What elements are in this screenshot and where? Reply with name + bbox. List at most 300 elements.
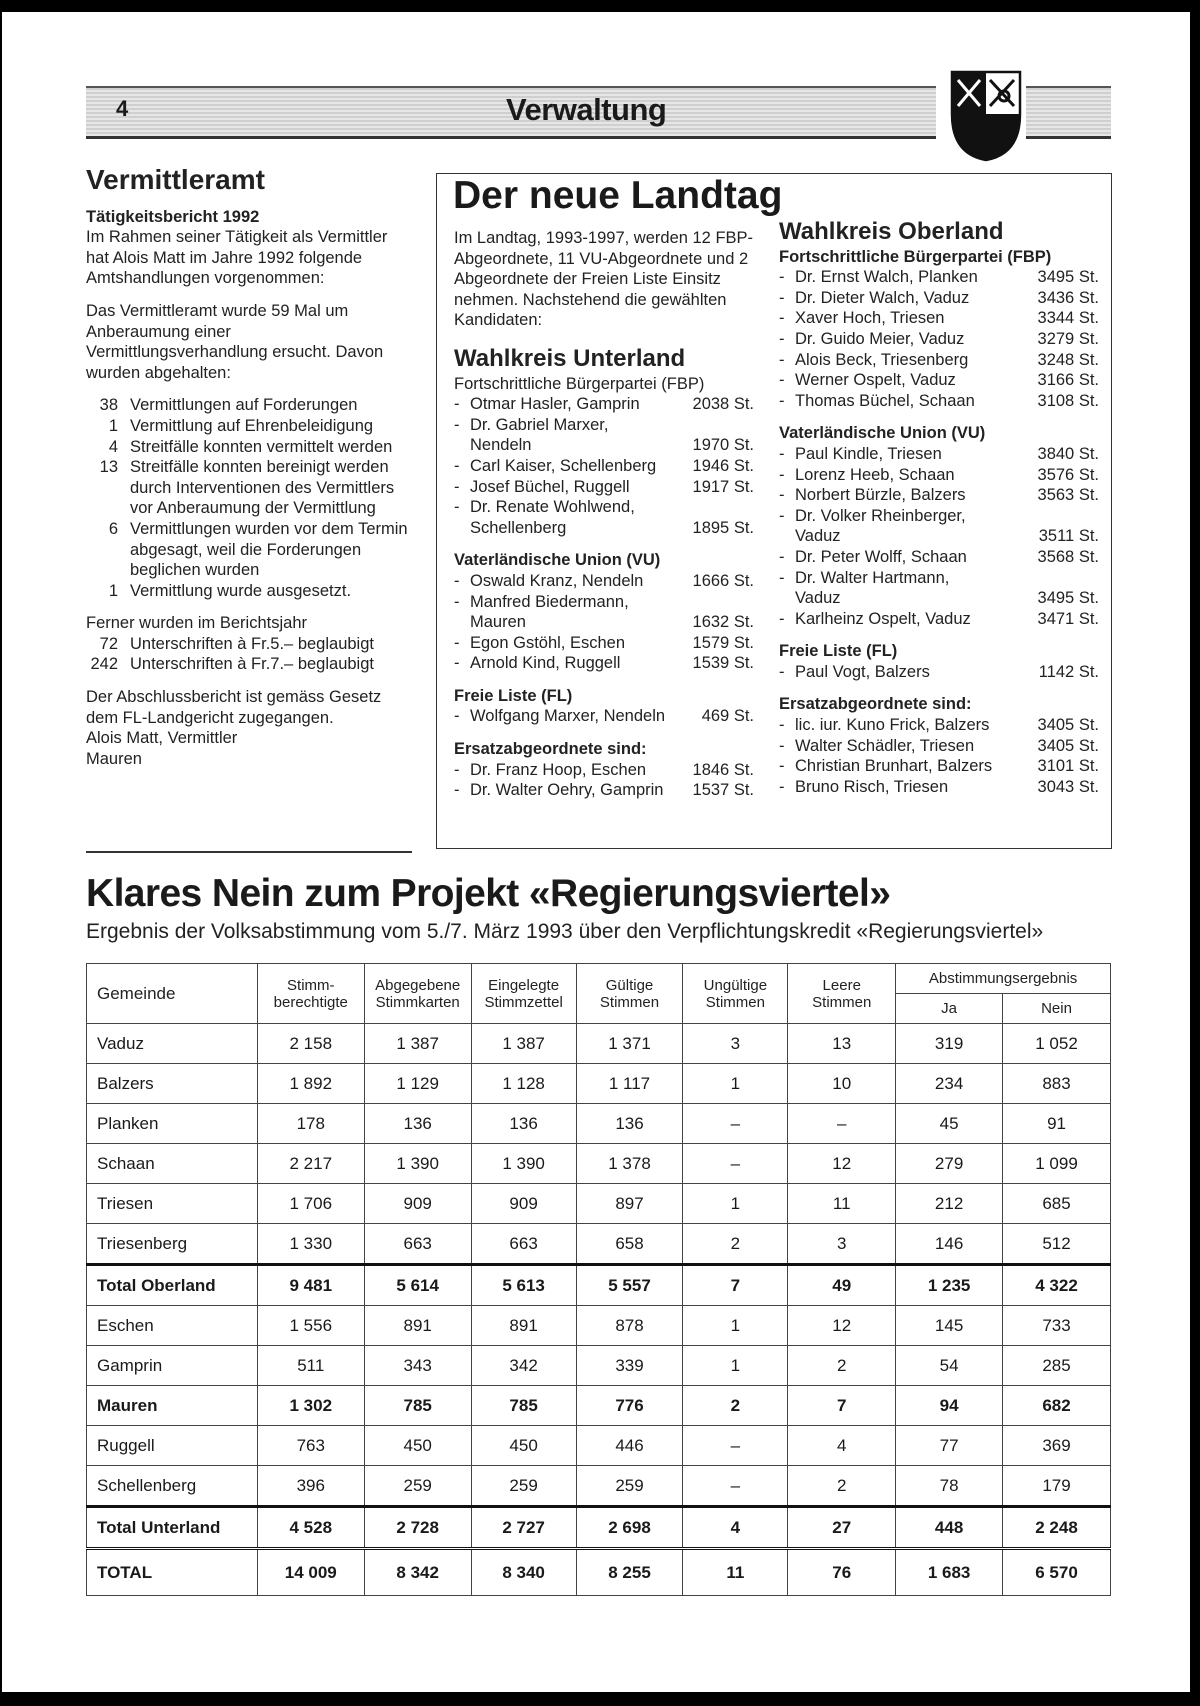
gemeinde-cell: Triesenberg <box>87 1224 258 1265</box>
candidate-name: Vaduz <box>795 527 841 546</box>
signature-item <box>86 634 412 655</box>
value-cell: 4 <box>788 1426 896 1466</box>
gemeinde-cell: Vaduz <box>87 1024 258 1064</box>
unterland-vu-list <box>454 571 754 674</box>
unterland-ersatz-label: Ersatzabgeordnete sind: <box>454 740 647 759</box>
dash-marker: - <box>779 777 785 796</box>
candidate-votes: 3405 St. <box>1037 716 1099 735</box>
candidate-votes: 3101 St. <box>1037 757 1099 776</box>
value-cell: 1 <box>683 1064 788 1104</box>
candidate-row <box>454 518 754 539</box>
dash-marker: - <box>779 268 785 287</box>
candidate-row <box>454 415 754 436</box>
value-cell: 2 <box>683 1224 788 1265</box>
candidate-name: Paul Kindle, Triesen <box>795 444 942 463</box>
gemeinde-cell: Schellenberg <box>87 1466 258 1507</box>
dash-marker: - <box>454 781 460 800</box>
value-cell: 5 613 <box>471 1265 576 1306</box>
candidate-row <box>779 526 1099 547</box>
value-cell: 11 <box>788 1184 896 1224</box>
candidate-row <box>454 633 754 654</box>
header-ungueltige: Ungültige Stimmen <box>683 964 788 1024</box>
candidate-votes: 469 St. <box>701 707 754 726</box>
article-title: Vermittleramt <box>86 164 265 195</box>
candidate-votes: 1970 St. <box>692 436 754 455</box>
case-text: Vermittlungen wurden vor dem Termin abgesagt, weil die Forderungen beglichen wurden <box>130 519 408 580</box>
results-table <box>86 963 1111 1596</box>
unterland-column <box>454 228 754 801</box>
value-cell: 7 <box>683 1265 788 1306</box>
candidate-name: Alois Beck, Triesenberg <box>795 350 969 369</box>
case-count: 1 <box>108 416 118 435</box>
value-cell: – <box>683 1466 788 1507</box>
candidate-name: Oswald Kranz, Nendeln <box>470 571 644 590</box>
oberland-fl-label: Freie Liste (FL) <box>779 642 898 661</box>
table-row <box>87 1507 1111 1549</box>
table-row <box>87 1064 1111 1104</box>
candidate-name: Dr. Volker Rheinberger, <box>795 506 966 525</box>
intro-paragraph: Im Rahmen seiner Tätigkeit als Vermittler hat Alois Matt im Jahre 1992 folgende Amtshandlungen vorgenommen: <box>86 228 388 288</box>
candidate-name: Paul Vogt, Balzers <box>795 662 930 681</box>
case-count: 1 <box>108 581 118 600</box>
value-cell: 8 255 <box>576 1549 683 1596</box>
table-row <box>87 1306 1111 1346</box>
value-cell: 212 <box>896 1184 1003 1224</box>
candidate-row <box>779 777 1099 798</box>
candidate-votes: 1632 St. <box>692 613 754 632</box>
candidate-name: Manfred Biedermann, <box>470 592 629 611</box>
value-cell: 179 <box>1003 1466 1111 1507</box>
dash-marker: - <box>779 662 785 681</box>
value-cell: 763 <box>257 1426 364 1466</box>
value-cell: 259 <box>576 1466 683 1507</box>
value-cell: 8 342 <box>364 1549 471 1596</box>
candidate-name: Nendeln <box>470 436 532 455</box>
value-cell: 45 <box>896 1104 1003 1144</box>
unterland-fl-list <box>454 706 754 727</box>
value-cell: 396 <box>257 1466 364 1507</box>
candidate-votes: 3405 St. <box>1037 736 1099 755</box>
candidate-row <box>779 568 1099 589</box>
oberland-vu-list <box>779 444 1099 629</box>
dash-marker: - <box>779 486 785 505</box>
value-cell: 1 378 <box>576 1144 683 1184</box>
value-cell: 259 <box>471 1466 576 1507</box>
case-text: Vermittlungen auf Forderungen <box>130 396 358 415</box>
section-title: Verwaltung <box>506 92 667 127</box>
candidate-votes <box>750 592 754 613</box>
value-cell: 1 099 <box>1003 1144 1111 1184</box>
candidate-votes <box>750 415 754 436</box>
value-cell: 909 <box>471 1184 576 1224</box>
gemeinde-cell: Balzers <box>87 1064 258 1104</box>
value-cell: 878 <box>576 1306 683 1346</box>
gemeinde-cell: Triesen <box>87 1184 258 1224</box>
table-row <box>87 1184 1111 1224</box>
oberland-column <box>779 218 1099 797</box>
dash-marker: - <box>779 757 785 776</box>
value-cell: 2 727 <box>471 1507 576 1549</box>
value-cell: 7 <box>788 1386 896 1426</box>
candidate-name: Mauren <box>470 613 526 632</box>
unterland-fbp-label: Fortschrittliche Bürgerpartei (FBP) <box>454 374 705 393</box>
referendum-subtitle: Ergebnis der Volksabstimmung vom 5./7. März 1993 über den Verpflichtungskredit «Regierungsviertel» <box>86 920 1044 943</box>
dash-marker: - <box>454 760 460 779</box>
value-cell: 663 <box>364 1224 471 1265</box>
header-gueltige: Gültige Stimmen <box>576 964 683 1024</box>
dash-marker: - <box>779 309 785 328</box>
value-cell: 343 <box>364 1346 471 1386</box>
value-cell: 909 <box>364 1184 471 1224</box>
dash-marker: - <box>779 506 785 525</box>
candidate-votes: 3576 St. <box>1037 465 1099 484</box>
dash-marker: - <box>454 395 460 414</box>
candidate-name: Vaduz <box>795 589 841 608</box>
value-cell: 897 <box>576 1184 683 1224</box>
value-cell: 10 <box>788 1064 896 1104</box>
value-cell: 27 <box>788 1507 896 1549</box>
gemeinde-cell: TOTAL <box>87 1549 258 1596</box>
dash-marker: - <box>454 707 460 726</box>
signature-count: 242 <box>90 655 118 674</box>
value-cell: 76 <box>788 1549 896 1596</box>
header-band-right <box>1026 86 1111 139</box>
value-cell: 733 <box>1003 1306 1111 1346</box>
article-subtitle: Tätigkeitsbericht 1992 <box>86 207 260 226</box>
dash-marker: - <box>779 736 785 755</box>
dash-marker: - <box>779 329 785 348</box>
candidate-row <box>779 370 1099 391</box>
dash-marker: - <box>454 456 460 475</box>
candidate-name: Dr. Walter Oehry, Gamprin <box>470 781 664 800</box>
header-stimmberechtigte: Stimm- berechtigte <box>257 964 364 1024</box>
value-cell: 1 390 <box>364 1144 471 1184</box>
candidate-row <box>779 756 1099 777</box>
dash-marker: - <box>779 350 785 369</box>
candidate-votes: 3043 St. <box>1037 777 1099 796</box>
value-cell: 91 <box>1003 1104 1111 1144</box>
dash-marker <box>779 588 795 609</box>
value-cell: 78 <box>896 1466 1003 1507</box>
value-cell: 450 <box>364 1426 471 1466</box>
value-cell: 9 481 <box>257 1265 364 1306</box>
value-cell: 1 387 <box>471 1024 576 1064</box>
unterland-vu-label: Vaterländische Union (VU) <box>454 551 661 570</box>
candidate-name: Walter Schädler, Triesen <box>795 736 975 755</box>
candidate-votes: 1579 St. <box>692 633 754 652</box>
dash-marker: - <box>779 465 785 484</box>
header-eingelegte: Eingelegte Stimmzettel <box>471 964 576 1024</box>
results-body <box>87 1024 1111 1596</box>
dash-marker: - <box>779 716 785 735</box>
candidate-row <box>779 485 1099 506</box>
signature-text: Unterschriften à Fr.7.– beglaubigt <box>130 655 374 674</box>
vermittleramt-article <box>86 164 412 769</box>
gemeinde-cell: Eschen <box>87 1306 258 1346</box>
candidate-name: Carl Kaiser, Schellenberg <box>470 456 657 475</box>
value-cell: 8 340 <box>471 1549 576 1596</box>
dash-marker <box>779 526 795 547</box>
table-row <box>87 1265 1111 1306</box>
value-cell: 1 892 <box>257 1064 364 1104</box>
value-cell: 658 <box>576 1224 683 1265</box>
candidate-votes: 3563 St. <box>1037 486 1099 505</box>
gemeinde-cell: Gamprin <box>87 1346 258 1386</box>
value-cell: 1 235 <box>896 1265 1003 1306</box>
value-cell: 1 683 <box>896 1549 1003 1596</box>
unterland-fl-label: Freie Liste (FL) <box>454 686 573 705</box>
candidate-row <box>454 497 754 518</box>
candidate-votes: 3108 St. <box>1037 391 1099 410</box>
case-text: Vermittlung auf Ehrenbeleidigung <box>130 416 374 435</box>
value-cell: 13 <box>788 1024 896 1064</box>
candidate-row <box>454 760 754 781</box>
candidate-name: Josef Büchel, Ruggell <box>470 477 630 496</box>
header-leere: Leere Stimmen <box>788 964 896 1024</box>
oberland-heading: Wahlkreis Oberland <box>779 218 1004 245</box>
value-cell: 891 <box>471 1306 576 1346</box>
value-cell: 3 <box>683 1024 788 1064</box>
value-cell: 145 <box>896 1306 1003 1346</box>
case-item <box>86 395 412 416</box>
candidate-votes: 3568 St. <box>1037 547 1099 566</box>
value-cell: 2 <box>683 1386 788 1426</box>
candidate-row <box>779 588 1099 609</box>
dash-marker <box>454 435 470 456</box>
table-row <box>87 1549 1111 1596</box>
candidate-votes: 3471 St. <box>1037 609 1099 628</box>
candidate-row <box>779 267 1099 288</box>
dash-marker: - <box>454 633 460 652</box>
value-cell: 3 <box>788 1224 896 1265</box>
author-place: Mauren <box>86 749 142 768</box>
candidate-name: Dr. Dieter Walch, Vaduz <box>795 288 970 307</box>
value-cell: 663 <box>471 1224 576 1265</box>
oberland-fbp-label: Fortschrittliche Bürgerpartei (FBP) <box>779 247 1052 266</box>
value-cell: 4 <box>683 1507 788 1549</box>
signature-count-list <box>86 634 412 675</box>
value-cell: 1 556 <box>257 1306 364 1346</box>
requests-paragraph: Das Vermittleramt wurde 59 Mal um Anberaumung einer Vermittlungsverhandlung ersucht. Davon wurden abgehalten: <box>86 301 384 382</box>
page-number: 4 <box>116 96 129 121</box>
value-cell: – <box>788 1104 896 1144</box>
candidate-name: Dr. Ernst Walch, Planken <box>795 268 978 287</box>
candidate-votes: 3436 St. <box>1037 288 1099 307</box>
value-cell: 5 614 <box>364 1265 471 1306</box>
value-cell: 1 <box>683 1184 788 1224</box>
case-text: Streitfälle konnten bereinigt werden durch Interventionen des Vermittlers vor Anberaumung der Vermittlung <box>130 458 395 518</box>
oberland-ersatz-list <box>779 715 1099 797</box>
referendum-title: Klares Nein zum Projekt «Regierungsviertel» <box>86 872 891 915</box>
candidate-row <box>779 506 1099 527</box>
candidate-name: Dr. Franz Hoop, Eschen <box>470 760 647 779</box>
candidate-votes: 3495 St. <box>1037 268 1099 287</box>
value-cell: 11 <box>683 1549 788 1596</box>
candidate-row <box>779 662 1099 683</box>
value-cell: 1 706 <box>257 1184 364 1224</box>
candidate-votes: 1946 St. <box>692 456 754 475</box>
candidate-row <box>454 592 754 613</box>
value-cell: 2 728 <box>364 1507 471 1549</box>
candidate-name: Dr. Gabriel Marxer, <box>470 415 609 434</box>
value-cell: 77 <box>896 1426 1003 1466</box>
candidate-row <box>779 465 1099 486</box>
candidate-row <box>454 612 754 633</box>
value-cell: 446 <box>576 1426 683 1466</box>
table-row <box>87 1224 1111 1265</box>
candidate-row <box>454 653 754 674</box>
candidate-name: Karlheinz Ospelt, Vaduz <box>795 609 971 628</box>
candidate-row <box>454 477 754 498</box>
candidate-row <box>779 547 1099 568</box>
candidate-row <box>779 609 1099 630</box>
candidate-name: Arnold Kind, Ruggell <box>470 654 621 673</box>
header-gemeinde: Gemeinde <box>87 964 258 1024</box>
candidate-name: Christian Brunhart, Balzers <box>795 757 993 776</box>
gemeinde-cell: Planken <box>87 1104 258 1144</box>
candidate-row <box>454 435 754 456</box>
case-count: 13 <box>99 458 118 477</box>
value-cell: 512 <box>1003 1224 1111 1265</box>
gemeinde-cell: Schaan <box>87 1144 258 1184</box>
value-cell: 4 322 <box>1003 1265 1111 1306</box>
gemeinde-cell: Total Unterland <box>87 1507 258 1549</box>
case-text: Vermittlung wurde ausgesetzt. <box>130 581 352 600</box>
value-cell: 511 <box>257 1346 364 1386</box>
candidate-votes: 3248 St. <box>1037 350 1099 369</box>
header-abgegebene: Abgegebene Stimmkarten <box>364 964 471 1024</box>
candidate-name: Norbert Bürzle, Balzers <box>795 486 966 505</box>
oberland-fl-list <box>779 662 1099 683</box>
candidate-votes <box>1095 568 1099 589</box>
signature-count: 72 <box>99 634 118 653</box>
value-cell: 1 302 <box>257 1386 364 1426</box>
value-cell: 1 390 <box>471 1144 576 1184</box>
unterland-ersatz-list <box>454 760 754 801</box>
value-cell: 891 <box>364 1306 471 1346</box>
candidate-votes: 1846 St. <box>692 760 754 779</box>
unterland-heading: Wahlkreis Unterland <box>454 344 686 372</box>
dash-marker: - <box>454 477 460 496</box>
value-cell: 883 <box>1003 1064 1111 1104</box>
dash-marker: - <box>454 571 460 590</box>
value-cell: 342 <box>471 1346 576 1386</box>
closing-text: Der Abschlussbericht ist gemäss Gesetz dem FL-Landgericht zugegangen. <box>86 688 382 727</box>
dash-marker: - <box>779 547 785 566</box>
header-ergebnis: Abstimmungsergebnis <box>896 964 1111 994</box>
dash-marker: - <box>454 498 460 517</box>
gemeinde-cell: Total Oberland <box>87 1265 258 1306</box>
value-cell: 1 117 <box>576 1064 683 1104</box>
dash-marker: - <box>779 288 785 307</box>
value-cell: 12 <box>788 1144 896 1184</box>
value-cell: 2 <box>788 1466 896 1507</box>
case-text: Streitfälle konnten vermittelt werden <box>130 437 393 456</box>
candidate-votes: 1537 St. <box>692 781 754 800</box>
value-cell: – <box>683 1426 788 1466</box>
value-cell: 279 <box>896 1144 1003 1184</box>
candidate-votes: 3840 St. <box>1037 444 1099 463</box>
value-cell: 1 052 <box>1003 1024 1111 1064</box>
dash-marker: - <box>779 444 785 463</box>
candidate-name: Dr. Renate Wohlwend, <box>470 498 635 517</box>
dash-marker: - <box>454 654 460 673</box>
value-cell: 448 <box>896 1507 1003 1549</box>
value-cell: 6 570 <box>1003 1549 1111 1596</box>
value-cell: 1 <box>683 1346 788 1386</box>
column-rule <box>86 851 412 853</box>
candidate-name: Wolfgang Marxer, Nendeln <box>470 707 666 726</box>
candidate-votes: 1917 St. <box>692 477 754 496</box>
value-cell: 2 248 <box>1003 1507 1111 1549</box>
candidate-name: lic. iur. Kuno Frick, Balzers <box>795 716 990 735</box>
value-cell: 54 <box>896 1346 1003 1386</box>
dash-marker: - <box>779 568 785 587</box>
candidate-votes: 3344 St. <box>1037 309 1099 328</box>
candidate-name: Xaver Hoch, Triesen <box>795 309 945 328</box>
case-item <box>86 519 412 581</box>
value-cell: 776 <box>576 1386 683 1426</box>
candidate-votes <box>750 497 754 518</box>
case-item <box>86 416 412 437</box>
landtag-intro: Im Landtag, 1993-1997, werden 12 FBP-Abgeordnete, 11 VU-Abgeordnete und 2 Abgeordnete der Freien Liste Einsitz nehmen. Nachstehend die gewählten Kandidaten: <box>454 229 754 330</box>
candidate-votes: 1539 St. <box>692 654 754 673</box>
table-row <box>87 1024 1111 1064</box>
value-cell: 136 <box>576 1104 683 1144</box>
value-cell: 685 <box>1003 1184 1111 1224</box>
candidate-votes: 2038 St. <box>692 395 754 414</box>
oberland-fbp-list <box>779 267 1099 411</box>
candidate-votes <box>1095 506 1099 527</box>
case-count: 6 <box>108 519 118 538</box>
header-ja: Ja <box>896 994 1003 1024</box>
header-nein: Nein <box>1003 994 1111 1024</box>
candidate-votes: 3166 St. <box>1037 371 1099 390</box>
table-row <box>87 1426 1111 1466</box>
author-name: Alois Matt, Vermittler <box>86 729 238 748</box>
gemeinde-cell: Mauren <box>87 1386 258 1426</box>
table-row <box>87 1144 1111 1184</box>
case-item <box>86 457 412 519</box>
candidate-name: Lorenz Heeb, Schaan <box>795 465 955 484</box>
value-cell: 1 387 <box>364 1024 471 1064</box>
candidate-name: Bruno Risch, Triesen <box>795 777 949 796</box>
value-cell: 4 528 <box>257 1507 364 1549</box>
value-cell: 1 330 <box>257 1224 364 1265</box>
candidate-name: Thomas Büchel, Schaan <box>795 391 975 410</box>
candidate-row <box>779 715 1099 736</box>
case-item <box>86 581 412 602</box>
value-cell: 319 <box>896 1024 1003 1064</box>
gemeinde-cell: Ruggell <box>87 1426 258 1466</box>
value-cell: – <box>683 1104 788 1144</box>
candidate-row <box>779 391 1099 412</box>
table-row <box>87 1346 1111 1386</box>
candidate-row <box>454 571 754 592</box>
signature-item <box>86 654 412 675</box>
value-cell: 14 009 <box>257 1549 364 1596</box>
value-cell: – <box>683 1144 788 1184</box>
value-cell: 450 <box>471 1426 576 1466</box>
value-cell: 369 <box>1003 1426 1111 1466</box>
candidate-name: Schellenberg <box>470 518 567 537</box>
table-row <box>87 1104 1111 1144</box>
value-cell: 136 <box>364 1104 471 1144</box>
value-cell: 94 <box>896 1386 1003 1426</box>
unterland-fbp-list <box>454 394 754 538</box>
value-cell: 49 <box>788 1265 896 1306</box>
candidate-row <box>779 329 1099 350</box>
